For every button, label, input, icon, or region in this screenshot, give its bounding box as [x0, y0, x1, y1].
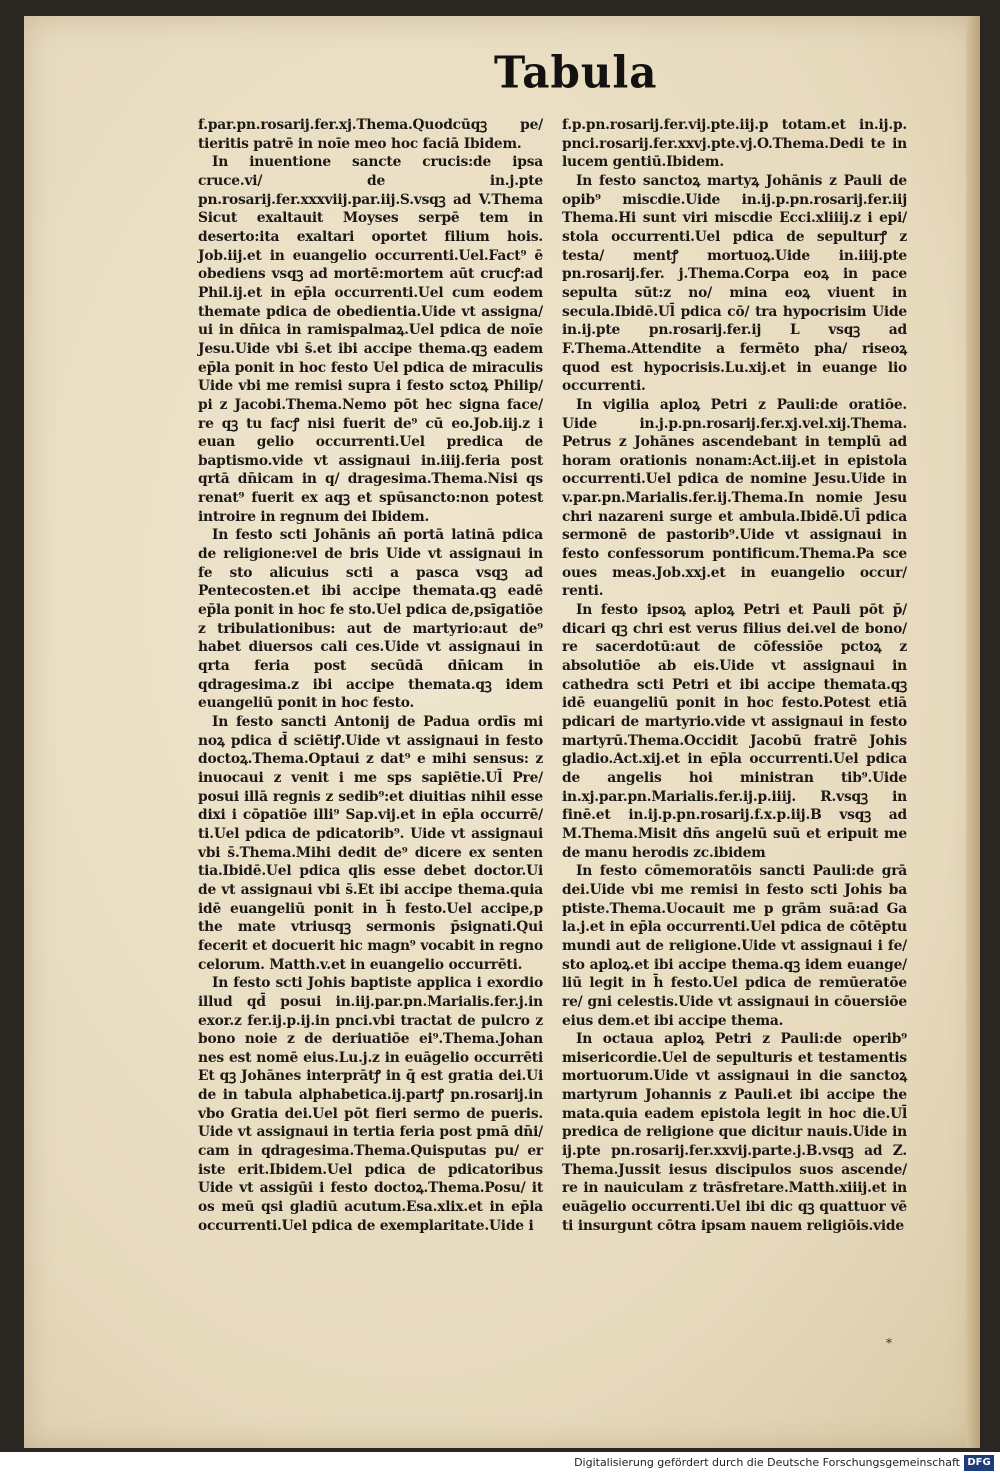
show-through-bleed [404, 62, 484, 90]
paragraph: In festo sancti Antonij de Padua ordīs mi noꝝ pdica d̄ sciētiꝭ.Uide vt assignaui in festo doctoꝝ.Thema.Optaui z dat⁹ e mihi sensus: z inuocaui z venit i me sps sapiētie.Ul̄ Pre/ posui illā regnis z sedib⁹:et diuitias nihil esse dixi i cōpatiōe illi⁹ Sap.vij.et in ep̄la occurrē/ ti.Uel pdica de pdicatorib⁹. Uide vt assignaui vbi s̄.Thema.Mihi dedit de⁹ dicere ex senten tia.Ibidē.Uel pdica qlis esse debet doctor.Ui de vt assignaui vbi s̄.Et ibi accipe thema.quia idē euangeliū ponit in h̄ festo.Uel accipe,p the mate vtriusqꝫ sermonis p̄signati.Qui fecerit et docuerit hic magn⁹ vocabit in regno celorum. Matth.v.et in euangelio occurrēti. [198, 714, 543, 973]
footer-bar [0, 1452, 1000, 1475]
paragraph: In festo sanctoꝝ martyꝝ Johānis z Pauli de opib⁹ miscdie.Uide in.ij.p.pn.rosarij.fer.iij Thema.Hi sunt viri miscdie Ecci.xliiij.z i epi/ stola occurrenti.Uel pdica de sepulturꝭ z testa/ mentꝭ mortuoꝝ.Uide in.iiij.pte pn.rosarij.fer. j.Thema.Corpa eoꝝ in pace sepulta sūt:z no/ mina eoꝝ viuent in secula.Ibidē.Ul̄ pdica cō/ tra hypocrisim Uide in.ij.pte pn.rosarij.fer.ij L vsqꝫ ad F.Thema.Attendite a fermēto pha/ riseoꝝ quod est hypocrisis.Lu.xij.et in euange lio occurrenti. [562, 172, 907, 395]
paragraph: f.par.pn.rosarij.fer.xj.Thema.Quodcūqꝫ pe/ tieritis patrē in noīe meo hoc faciā Ibidem. [198, 117, 543, 152]
paragraph: In festo scti Johis baptiste applica i exordio illud qd̄ posui in.iij.par.pn.Marialis.fer.j.in exor.z fer.ij.p.ij.in pnci.vbi tractat de pulcro z bono noie z de deriuatiōe ei⁹.Thema.Johan nes est nomē eius.Lu.j.z in euāgelio occurrēti Et qꝫ Johānes interprātꝭ in q̄ est gratia dei.Ui de in tabula alphabetica.ij.partꝭ pn.rosarij.in vbo Gratia dei.Uel pōt fieri sermo de pueris. Uide vt assignaui in tertia feria post pmā dn̄i/ cam in qdragesima.Thema.Quisputas pu/ er iste erit.Ibidem.Uel pdica de pdicatoribus Uide vt assigūi i festo doctoꝝ.Thema.Posu/ it os meū qsi gladiū acutum.Esa.xlix.et in ep̄la occurrenti.Uel pdica de exemplaritate.Uide i [198, 975, 543, 1234]
paragraph: f.p.pn.rosarij.fer.vij.pte.iij.p totam.et in.ij.p. pnci.rosarij.fer.xxvj.pte.vj.O.Thema.Dedi te in lucem gentiū.Ibidem. [562, 117, 907, 171]
paragraph: In festo cōmemoratōis sancti Pauli:de grā dei.Uide vbi me remisi in festo scti Johis ba ptiste.Thema.Uocauit me p grām suā:ad Ga la.j.et in ep̄la occurrenti.Uel pdica de cōtēptu mundi aut de religione.Uide vt assignaui i fe/ sto aploꝝ.et ibi accipe thema.qꝫ idem euange/ liū legit in h̄ festo.Uel pdica de remūeratōe re/ gni celestis.Uide vt assignaui in cōuersiōe eius dem.et ibi accipe thema. [562, 863, 907, 1029]
right-column [562, 116, 907, 1235]
book-page [24, 16, 980, 1448]
funding-credit: Digitalisierung gefördert durch die Deutsche Forschungsgemeinschaft [574, 1456, 960, 1469]
margin-mark: * [886, 1336, 892, 1350]
paragraph: In festo scti Johānis an̄ portā latinā pdica de religione:vel de bris Uide vt assignaui in fe sto alicuius scti a pasca vsqꝫ ad Pentecosten.et ibi accipe themata.qꝫ eadē ep̄la ponit in hoc fe sto.Uel pdica de,psīgatiōe z tribulationibus: aut de martyrio:aut de⁹ habet diuersos cali ces.Uide vt assignaui in qrta feria post secūdā dn̄icam in qdragesima.z ibi accipe themata.qꝫ idem euangeliū ponit in hoc festo. [198, 527, 543, 712]
page-edge [966, 16, 980, 1448]
paragraph: In vigilia aploꝝ Petri z Pauli:de oratiōe. Uide in.j.p.pn.rosarij.fer.xj.vel.xij.Thema. Petrus z Johānes ascendebant in templū ad horam orationis nonam:Act.iij.et in epistola occurrenti.Uel pdica de nomine Jesu.Uide in v.par.pn.Marialis.fer.ij.Thema.In nomie Jesu chri nazareni surge et ambula.Ibidē.Ul̄ pdica sermonē de pastorib⁹.Uide vt assignaui in festo confessorum pontificum.Thema.Pa sce oues meas.Job.xxj.et in euangelio occur/ renti. [562, 396, 907, 600]
running-head: Tabula [494, 46, 658, 98]
left-column [198, 116, 543, 1235]
paragraph: In festo ipsoꝝ aploꝝ Petri et Pauli pōt p̄/ dicari qꝫ chri est verus filius dei.vel de bono/ re sacerdotū:aut de cōfessiōe pctoꝝ z absolutiōe ab eis.Uide vt assignaui in cathedra scti Petri et ibi accipe themata.qꝫ idē euangeliū ponit in hoc festo.Potest etiā pdicari de martyrio.vide vt assignaui in festo martyrū.Thema.Occidit Jacobū fratrē Johis gladio.Act.xij.et in ep̄la occurrenti.Uel pdica de angelis hoi ministran tib⁹.Uide in.xj.par.pn.Marialis.fer.ij.p.iiij. R.vsqꝫ in finē.et in.ij.p.pn.rosarij.f.x.p.iij.B vsqꝫ ad M.Thema.Misit dn̄s angelū suū et eripuit me de manu herodis zc.ibidem [562, 602, 907, 861]
paragraph: In inuentione sancte crucis:de ipsa cruce.vi/ de in.j.pte pn.rosarij.fer.xxxviij.par.iij.S.vsqꝫ ad V.Thema Sicut exaltauit Moyses serpē tem in deserto:ita exaltari oportet filium hois. Job.iij.et in euangelio occurrenti.Uel.Fact⁹ ē obediens vsqꝫ ad mortē:mortem aūt crucꝭ:ad Phil.ij.et in ep̄la occurrenti.Uel cum eodem themate pdica de obedientia.Uide vt assigna/ ui in dn̄ica in ramispalmaꝝ.Uel pdica de noīe Jesu.Uide vbi s̄.et ibi accipe thema.qꝫ eadem ep̄la ponit in hoc festo Uel pdica de miraculis Uide vbi me remisi supra i festo sctoꝝ Philip/ pi z Jacobi.Thema.Nemo pōt hec signa face/ re qꝫ tu facꝭ nisi fuerit de⁹ cū eo.Job.iij.z i euan gelio occurrenti.Uel predica de baptismo.vide vt assignaui in.iiij.feria post qrtā dn̄icam in q/ dragesima.Thema.Nisi qs renat⁹ fuerit ex aqꝫ et spūsancto:non potest introire in regnum dei Ibidem. [198, 154, 543, 525]
paragraph: In octaua aploꝝ Petri z Pauli:de operib⁹ misericordie.Uel de sepulturis et testamentis mortuorum.Uide vt assignaui in die sanctoꝝ martyrum Johannis z Pauli.et ibi accipe the mata.quia eadem epistola legit in hoc die.Ul̄ predica de religione que dicitur nauis.Uide in ij.pte pn.rosarij.fer.xxvij.parte.j.B.vsqꝫ ad Z. Thema.Jussit iesus discipulos suos ascende/ re in nauiculam z trāsfretare.Matth.xiiij.et in euāgelio occurrenti.Uel ibi dic qꝫ quattuor vē ti insurgunt cōtra ipsam nauem religiōis.vide [562, 1031, 907, 1234]
dfg-logo: DFG [964, 1455, 994, 1471]
